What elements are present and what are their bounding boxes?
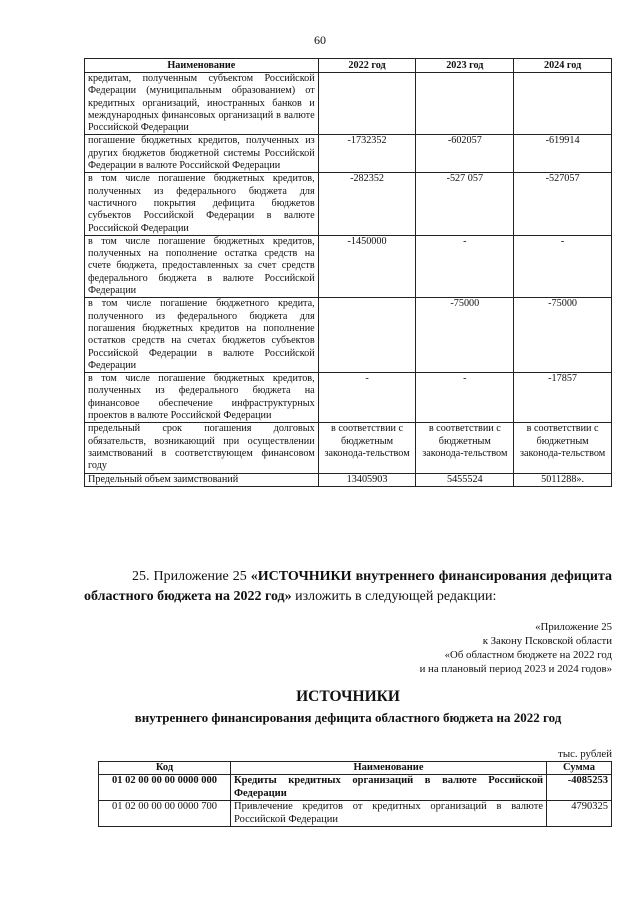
sources-table	[98, 761, 612, 827]
code-cell: 01 02 00 00 00 0000 000	[99, 775, 231, 801]
value-2024-cell: -619914	[514, 135, 612, 173]
table-header-row	[85, 59, 612, 73]
table-row	[85, 298, 612, 373]
value-2024-cell: 5011288».	[514, 473, 612, 486]
value-2023-cell: -527 057	[416, 173, 514, 235]
value-2023-cell: в соответствии с бюджетным законода-тельством	[416, 423, 514, 473]
header-name: Наименование	[231, 762, 547, 775]
borrowing-table	[84, 58, 612, 487]
name-cell: Кредиты кредитных организаций в валюте Российской Федерации	[231, 775, 547, 801]
sum-cell: 4790325	[547, 801, 612, 827]
table-row	[85, 473, 612, 486]
row-name-cell: Предельный объем заимствований	[85, 473, 319, 486]
annex-line: к Закону Псковской области	[482, 635, 612, 647]
value-2024-cell: -	[514, 235, 612, 297]
value-2023-cell	[416, 73, 514, 135]
row-name-cell: кредитам, полученным субъектом Российской Федерации (муниципальным образованием) от кредитных организаций, иностранных банков и международных финансовых организаций в валюте Российской Федерации	[85, 73, 319, 135]
row-name-cell: в том числе погашение бюджетного кредита, полученного из федерального бюджета для погашения бюджетных кредитов на пополнение остатков средств на счетах бюджетов субъектов Российской Федерации в валюте Российской Федерации	[85, 298, 319, 373]
table-row	[99, 801, 612, 827]
header-sum: Сумма	[547, 762, 612, 775]
header-2024: 2024 год	[514, 59, 612, 73]
value-2022-cell	[318, 73, 416, 135]
paragraph-number: 25. Приложение 25	[132, 569, 251, 584]
table-row	[85, 173, 612, 235]
value-2022-cell: 13405903	[318, 473, 416, 486]
table-row	[99, 775, 612, 801]
annex-reference	[420, 620, 612, 676]
paragraph-quoted-title: «ИСТОЧНИКИ внутреннего финансирования дефицита областного бюджета на 2022 год»	[84, 569, 613, 604]
value-2023-cell: -602057	[416, 135, 514, 173]
header-name: Наименование	[85, 59, 319, 73]
row-name-cell: в том числе погашение бюджетных кредитов, полученных из федерального бюджета для частичного покрытия дефицита бюджетов субъектов Российской Федерации в валюте Российской Федерации	[85, 173, 319, 235]
annex-line: «Приложение 25	[535, 621, 612, 633]
row-name-cell: погашение бюджетных кредитов, полученных из других бюджетов бюджетной системы Российской Федерации в валюте Российской Федерации	[85, 135, 319, 173]
document-title: ИСТОЧНИКИ	[296, 688, 400, 705]
value-2023-cell: -	[416, 235, 514, 297]
header-code: Код	[99, 762, 231, 775]
value-2024-cell: -527057	[514, 173, 612, 235]
borrowing-table-body	[85, 73, 612, 487]
name-cell: Привлечение кредитов от кредитных организаций в валюте Российской Федерации	[231, 801, 547, 827]
units-label: тыс. рублей	[558, 748, 612, 760]
table-header-row	[99, 762, 612, 775]
amendment-paragraph	[84, 567, 612, 607]
paragraph-rest: изложить в следующей редакции:	[291, 589, 497, 604]
table-row	[85, 423, 612, 473]
header-2023: 2023 год	[416, 59, 514, 73]
value-2024-cell: -75000	[514, 298, 612, 373]
value-2024-cell: в соответствии с бюджетным законода-тельством	[514, 423, 612, 473]
row-name-cell: предельный срок погашения долговых обязательств, возникающий при осуществлении заимствований в соответствующем финансовом году	[85, 423, 319, 473]
value-2022-cell: -	[318, 373, 416, 423]
row-name-cell: в том числе погашение бюджетных кредитов, полученных из федерального бюджета на финансовое обеспечение инфраструктурных проектов в валюте Российской Федерации	[85, 373, 319, 423]
value-2023-cell: -75000	[416, 298, 514, 373]
sources-table-body	[99, 775, 612, 827]
value-2023-cell: -	[416, 373, 514, 423]
value-2022-cell: -1450000	[318, 235, 416, 297]
value-2023-cell: 5455524	[416, 473, 514, 486]
code-cell: 01 02 00 00 00 0000 700	[99, 801, 231, 827]
value-2024-cell	[514, 73, 612, 135]
value-2022-cell: -282352	[318, 173, 416, 235]
header-2022: 2022 год	[318, 59, 416, 73]
annex-line: и на плановый период 2023 и 2024 годов»	[419, 663, 612, 675]
document-subtitle: внутреннего финансирования дефицита областного бюджета на 2022 год	[134, 710, 562, 725]
value-2022-cell: -1732352	[318, 135, 416, 173]
page-number: 60	[314, 33, 326, 47]
table-row	[85, 235, 612, 297]
sum-cell: -4085253	[547, 775, 612, 801]
annex-line: «Об областном бюджете на 2022 год	[444, 649, 612, 661]
table-row	[85, 135, 612, 173]
table-row	[85, 373, 612, 423]
table-row	[85, 73, 612, 135]
row-name-cell: в том числе погашение бюджетных кредитов, полученных на пополнение остатка средств на счете бюджета, предоставленных за счет средств федерального бюджета в валюте Российской Федерации	[85, 235, 319, 297]
value-2024-cell: -17857	[514, 373, 612, 423]
value-2022-cell: в соответствии с бюджетным законода-тельством	[318, 423, 416, 473]
value-2022-cell	[318, 298, 416, 373]
